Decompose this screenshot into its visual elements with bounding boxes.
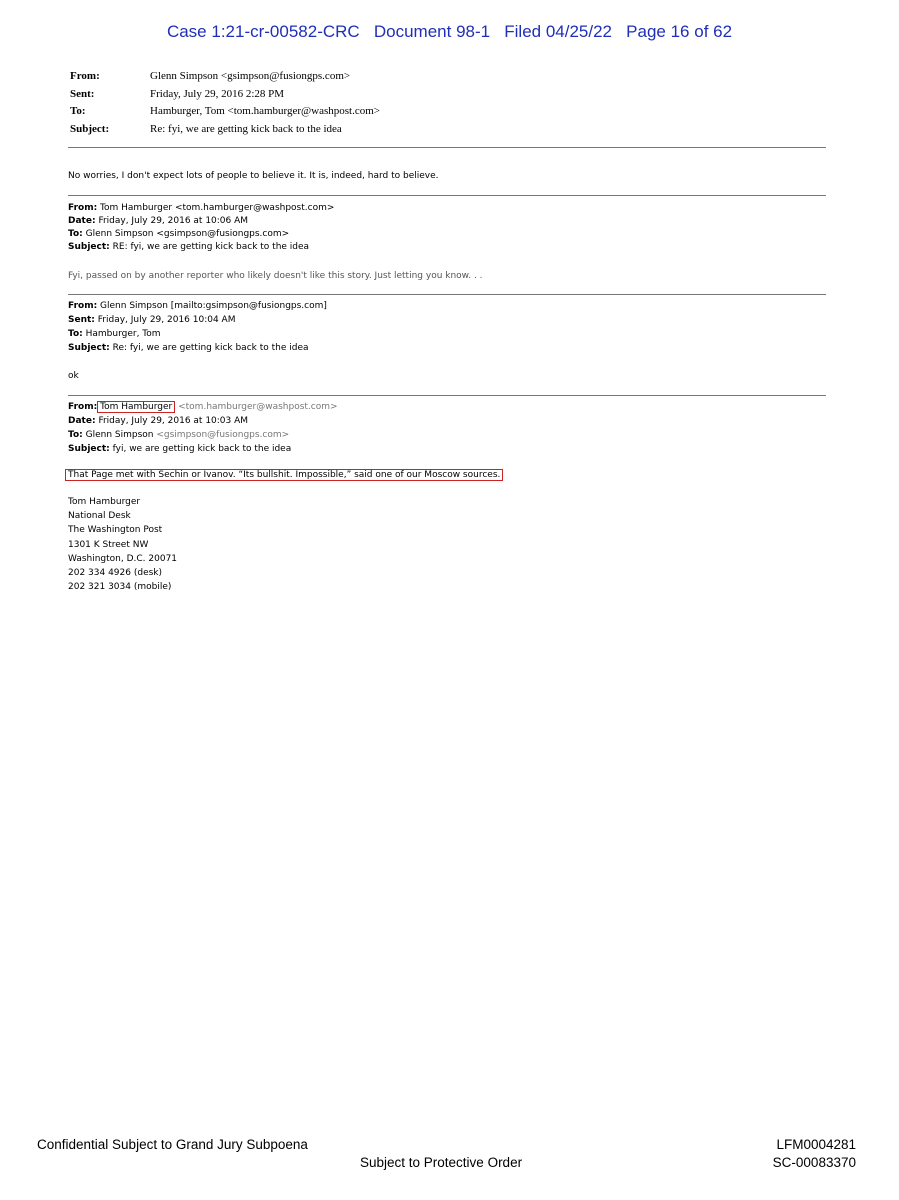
field-label: From: [68,203,98,213]
header-row-from [70,70,380,88]
signature-line: Washington, D.C. 20071 [68,553,178,564]
quoted-sent [68,313,235,327]
field-label: From: [68,301,98,311]
email-header-table [70,70,380,140]
highlighted-quote [65,468,503,482]
case-header: Case 1:21-cr-00582-CRC Document 98-1 Filed 04/25/22 Page 16 of 62 [166,22,733,41]
divider [68,195,826,196]
field-label: To: [68,229,83,239]
quoted-to [68,428,289,442]
header-label: From: [70,70,100,82]
field-label: To: [68,430,83,440]
header-row-subject [70,123,380,141]
quoted-to [68,327,161,341]
divider [68,147,826,148]
quoted-from [68,400,338,414]
field-value: <tom.hamburger@washpost.com> [178,402,338,412]
header-label: Sent: [70,87,95,100]
footer-protective-order: Subject to Protective Order [360,1155,523,1170]
header-row-to [70,105,380,123]
footer-confidential: Confidential Subject to Grand Jury Subpoena [37,1137,308,1152]
field-label: Subject: [68,242,110,252]
field-label: Sent: [68,315,95,325]
divider [68,395,826,396]
quoted-subject [68,442,291,456]
field-value: Glenn Simpson [mailto:gsimpson@fusiongps.com] [100,301,327,311]
header-value: Glenn Simpson <gsimpson@fusiongps.com> [150,70,351,82]
signature-line: 202 321 3034 (mobile) [68,582,172,593]
signature-line: National Desk [68,511,131,522]
field-value: Glenn Simpson <gsimpson@fusiongps.com> [85,229,290,239]
highlighted-sender-name: Tom Hamburger [97,401,175,413]
header-label: To: [70,105,86,117]
quoted-to [68,227,289,241]
quoted-subject [68,341,309,355]
quoted-body: ok [68,371,79,381]
signature-line: 1301 K Street NW [68,539,149,550]
header-value: Hamburger, Tom <tom.hamburger@washpost.com> [150,105,380,117]
field-value: RE: fyi, we are getting kick back to the idea [112,242,310,252]
field-value: Friday, July 29, 2016 10:04 AM [97,315,236,325]
quoted-from [68,299,327,313]
divider [68,294,826,295]
field-label: Subject: [68,343,110,353]
header-value: Re: fyi, we are getting kick back to the idea [150,122,342,135]
field-value: Hamburger, Tom [85,329,161,339]
highlighted-body: That Page met with Sechin or Ivanov. “Its bullshit. Impossible,” said one of our Moscow sources. [65,469,503,481]
field-value: Friday, July 29, 2016 at 10:03 AM [98,416,249,426]
field-label: Date: [68,416,96,426]
signature-line: 202 334 4926 (desk) [68,568,163,579]
quoted-date [68,214,248,228]
field-label: To: [68,329,83,339]
field-label: Date: [68,216,96,226]
email-body: No worries, I don't expect lots of people to believe it. It is, indeed, hard to believe. [68,171,439,181]
quoted-subject [68,240,309,254]
footer-bates-lfm: LFM0004281 [776,1137,856,1152]
signature-line: Tom Hamburger [68,497,141,507]
field-value: Re: fyi, we are getting kick back to the idea [112,343,309,353]
quoted-date [68,414,248,428]
field-label: From: [68,402,98,412]
quoted-from [68,201,334,215]
field-value: Tom Hamburger <tom.hamburger@washpost.com> [100,203,335,213]
field-value: <gsimpson@fusiongps.com> [156,430,290,440]
header-label: Subject: [70,122,110,135]
field-value: Friday, July 29, 2016 at 10:06 AM [98,216,249,226]
signature-line: The Washington Post [68,525,163,536]
field-label: Subject: [68,444,110,454]
header-value: Friday, July 29, 2016 2:28 PM [150,87,285,100]
footer-bates-sc: SC-00083370 [772,1155,856,1170]
header-row-sent [70,88,380,106]
quoted-body: Fyi, passed on by another reporter who likely doesn't like this story. Just letting you know. . . [68,271,483,281]
field-value: Glenn Simpson [85,430,154,440]
signature-block [68,495,177,594]
field-value: fyi, we are getting kick back to the idea [112,444,292,454]
